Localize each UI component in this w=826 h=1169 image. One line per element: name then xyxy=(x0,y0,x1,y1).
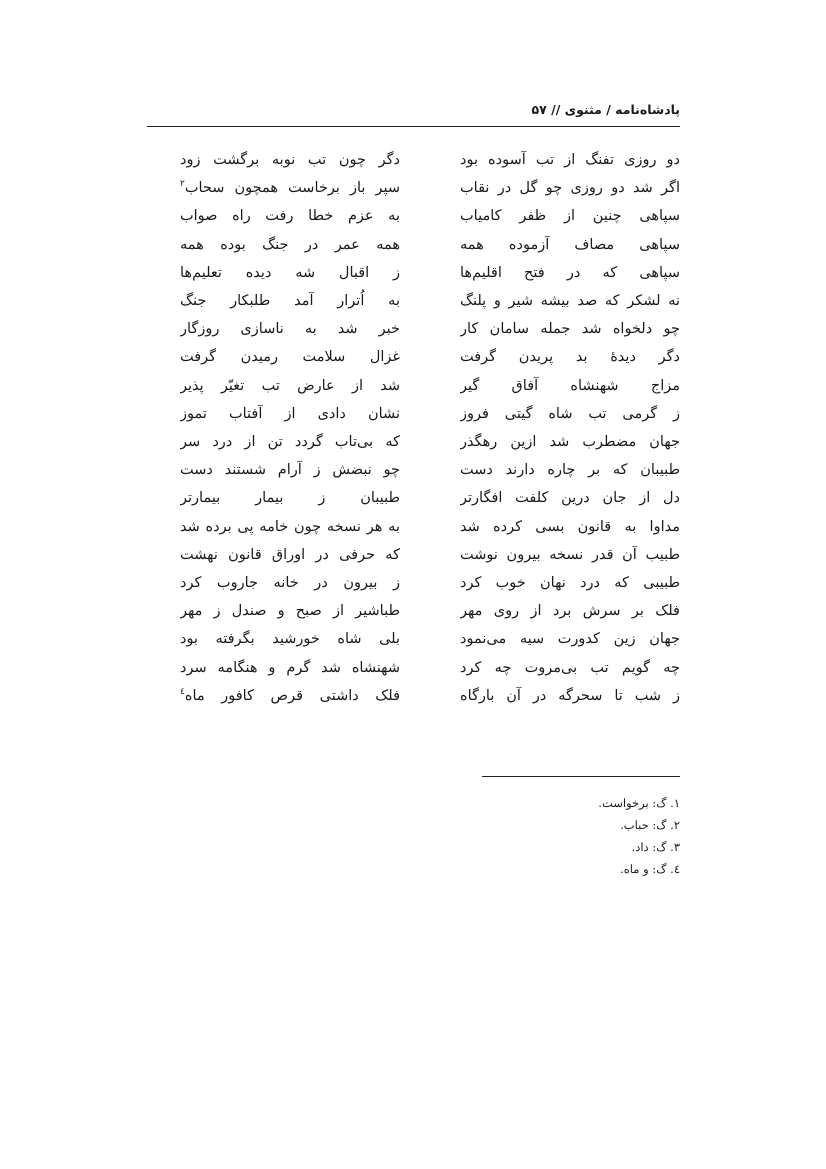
couplet xyxy=(180,457,680,483)
hemistich-second: همه عمر در جنگ بوده همه xyxy=(180,236,400,253)
hemistich-first: طبیبی که درد نهان خوب کرد xyxy=(460,575,680,591)
hemistich-first: دل از جان درین کلفت افگارتر xyxy=(460,490,680,507)
couplet xyxy=(180,570,680,596)
footnote-item: ۲. گ: حباب. xyxy=(620,818,680,832)
hemistich-first: طبیبان که بر چاره دارند دست xyxy=(460,462,680,479)
hemistich-second: شهنشاه شد گرم و هنگامه سرد xyxy=(180,659,400,676)
running-title: پادشاه‌نامه / مثنوی // ۵۷ xyxy=(531,102,680,117)
footnotes xyxy=(380,792,680,880)
couplet xyxy=(180,626,680,652)
hemistich-text: سپر باز برخاست همچون سحاب xyxy=(184,180,400,197)
footnote-mark: ٤ xyxy=(180,686,185,697)
couplet xyxy=(180,429,680,455)
couplet xyxy=(180,373,680,399)
hemistich-first: فلک بر سرش برد از روی مهر xyxy=(460,603,680,620)
hemistich-second: به هر نسخه چون خامه پی برده شد xyxy=(180,518,400,535)
hemistich-first: ز گرمی تب شاه گیتی فروز xyxy=(460,405,680,422)
hemistich-second: نشان دادی از آفتاب تموز xyxy=(180,405,400,422)
hemistich-first: چه گویم تب بی‌مروت چه کرد xyxy=(460,659,680,676)
couplet xyxy=(180,288,680,314)
hemistich-second xyxy=(180,175,400,201)
hemistich-text: فلک داشتی قرص کافور ماه xyxy=(184,687,400,704)
hemistich-first: اگر شد دو روزی چو گل در نقاب xyxy=(460,180,680,197)
hemistich-second: طبیبان ز بیمار بیمارتر xyxy=(180,490,400,507)
footnote-separator xyxy=(482,776,680,777)
footnote-item: ۳. گ: داد. xyxy=(631,840,680,854)
hemistich-second xyxy=(180,683,400,709)
couplet xyxy=(180,542,680,568)
hemistich-second: به اُترار آمد طلبکار جنگ xyxy=(180,293,400,309)
hemistich-second: خبر شد به ناسازی روزگار xyxy=(180,321,400,338)
couplet xyxy=(180,147,680,173)
couplet xyxy=(180,598,680,624)
footnote-item: ٤. گ: و ماه. xyxy=(620,862,680,876)
hemistich-second: دگر چون تب نوبه برگشت زود xyxy=(180,152,400,168)
couplet xyxy=(180,232,680,258)
couplet xyxy=(180,514,680,540)
couplet xyxy=(180,316,680,342)
couplet xyxy=(180,344,680,370)
hemistich-second: ز اقبال شه دیده تعلیم‌ها xyxy=(180,264,400,281)
hemistich-second: چو نبضش ز آرام شستند دست xyxy=(180,462,400,479)
couplet xyxy=(180,401,680,427)
couplet xyxy=(180,175,680,201)
hemistich-second: به عزم خطا رفت راه صواب xyxy=(180,208,400,225)
hemistich-first: طبیب آن قدر نسخه بیرون نوشت xyxy=(460,546,680,563)
hemistich-first: سپاهی که در فتح اقلیم‌ها xyxy=(460,264,680,281)
hemistich-first: نه لشکر که صد بیشه شیر و پلنگ xyxy=(460,293,680,309)
hemistich-first: سپاهی مصاف آزموده همه xyxy=(460,236,680,253)
footnote-mark: ۲ xyxy=(180,179,185,190)
couplet xyxy=(180,683,680,709)
hemistich-second: ز بیرون در خانه جاروب کرد xyxy=(180,575,400,591)
couplet xyxy=(180,655,680,681)
hemistich-first: دو روزی تفنگ از تب آسوده بود xyxy=(460,152,680,168)
hemistich-first: چو دلخواه شد جمله سامان کار xyxy=(460,321,680,338)
hemistich-second: که بی‌تاب گردد تن از درد سر xyxy=(180,434,400,450)
hemistich-first: ز شب تا سحرگه در آن بارگاه xyxy=(460,687,680,704)
hemistich-second: طباشیر از صبح و صندل ز مهر xyxy=(180,603,400,620)
hemistich-first: مداوا به قانون بسی کرده شد xyxy=(460,518,680,535)
couplet xyxy=(180,260,680,286)
hemistich-first: جهان مضطرب شد ازین رهگذر xyxy=(460,434,680,450)
hemistich-second: شد از عارض تب تغیّر پذیر xyxy=(180,377,400,394)
hemistich-first: مزاج شهنشاه آفاق گیر xyxy=(460,377,680,394)
hemistich-second: بلی شاه خورشید بگرفته بود xyxy=(180,631,400,648)
footnote-item: ۱. گ: برخواست. xyxy=(598,796,680,810)
couplet xyxy=(180,203,680,229)
hemistich-first: دگر دیدهٔ بد پریدن گرفت xyxy=(460,349,680,366)
page-header xyxy=(147,100,680,127)
hemistich-first: سپاهی چنین از ظفر کامیاب xyxy=(460,208,680,225)
hemistich-second: غزال سلامت رمیدن گرفت xyxy=(180,349,400,366)
couplet xyxy=(180,485,680,511)
hemistich-second: که حرفی در اوراق قانون نهشت xyxy=(180,546,400,563)
hemistich-first: جهان زین کدورت سیه می‌نمود xyxy=(460,631,680,648)
